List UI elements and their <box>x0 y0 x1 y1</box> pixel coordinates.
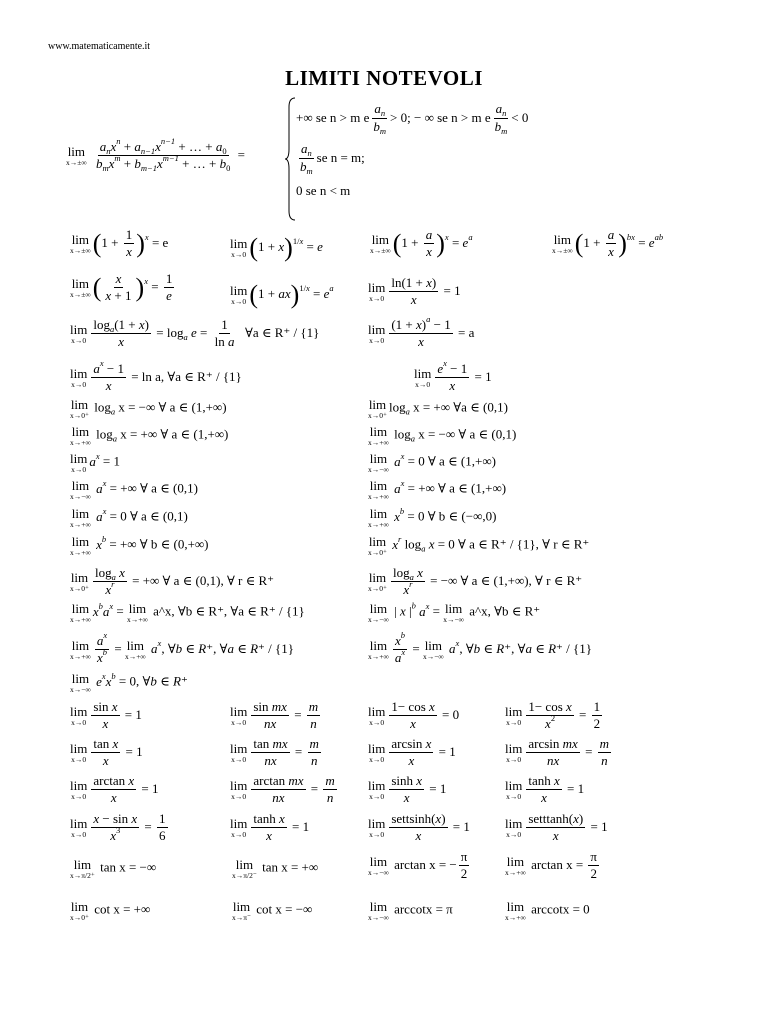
formula-arccot-pinf: lim x→+∞ arccotx = 0 <box>505 899 590 922</box>
site-url: www.matematicamente.it <box>48 41 151 52</box>
formula-e-limit-4: lim x→±∞ (1 + $\frac{a}{x}$ )$^{bx} = e^{ab}$ <box>552 227 664 260</box>
formula-xb-ax-pinf: lim x→+∞ $x^ba^x$ = lim x→+∞ a^x, ∀b ∈ R⁺, ∀a ∈ R⁺ / {1} <box>70 600 305 624</box>
formula-tan-mx-over-nx: lim x→0 $\frac{\text{tan mx}}{nx}$ = $\frac{m}{n}$ <box>230 736 319 769</box>
formula-arctan-over-x: lim x→0 $\frac{\text{arctan x}}{x}$ = 1 <box>70 773 159 806</box>
formula-e-limit-2: lim x→0 $(1 + x)^{1/x} = e$ <box>230 233 323 262</box>
formula-cot-pi-minus: lim x→π⁻ cot x = −∞ <box>232 899 313 922</box>
formula-sin-mx-over-nx: lim x→0 $\frac{\text{sin mx}}{nx}$ = $\frac{m}{n}$ <box>230 699 319 732</box>
formula-ex-xb-minf: lim x→−∞ $e^xx^b = 0$, ∀b ∈ R⁺ <box>70 670 188 694</box>
formula-sinx-over-x: lim x→0 $\frac{\text{sin x}}{x}$ = 1 <box>70 699 142 732</box>
formula-tanh-over-x-2: lim x→0 $\frac{\text{tanh x}}{x}$ = 1 <box>230 811 310 844</box>
formula-arcsin-over-x: lim x→0 $\frac{\text{arcsin x}}{x}$ = 1 <box>368 736 456 769</box>
page-title: LIMITI NOTEVOLI <box>285 66 483 90</box>
formula-e-limit-1: lim x→±∞ (1 + $\frac{1}{x}$ )$^x$ = e <box>70 227 169 260</box>
formula-ax-over-xb-pinf: lim x→+∞ $\frac{a^x}{x^b}$ = lim x→+∞ $a^x$, ∀b ∈ R⁺, ∀a ∈ R⁺ / {1} <box>70 630 294 666</box>
formula-e-pow-x-minus-1: lim x→0 $\frac{e^x - 1}{x}$ = 1 <box>414 358 492 394</box>
formula-log-over-x-pow-r-0plus: lim x→0⁺ $\frac{\log_a x}{x^r}$ = +∞ ∀ a ∈ (0,1), ∀ r ∈ R⁺ <box>70 565 275 598</box>
formula-x-pow-r-log: lim x→0⁺ $x^r$ $\log_a x = 0$ ∀ a ∈ R⁺ / {1}, ∀ r ∈ R⁺ <box>368 533 590 557</box>
limit-cases-system: +∞ se n > m e $\frac{a_n}{b_m}$ > 0; − ∞ se n > m e $\frac{a_n}{b_m}$ < 0 $\frac{a_n}{b_m}$ se n = m; 0 se n < m <box>296 101 529 198</box>
formula-log-over-x-pow-r-0plus-2: lim x→0⁺ $\frac{\log_a x}{x^r}$ = −∞ ∀ a ∈ (1,+∞), ∀ r ∈ R⁺ <box>368 565 583 598</box>
formula-arctan-minf: lim x→−∞ arctan x = − $\frac{\pi}{2}$ <box>368 849 468 882</box>
formula-a-pow-x-pinf-a-gt-1: lim x→+∞ $a^x$ = +∞ ∀ a ∈ (1,+∞) <box>368 477 507 501</box>
formula-log-a-1-plus-x: lim x→0 $\frac{\log_a(1 + x)}{x}$ = $\log_a e$ = $\frac{1}{\text{ln a}}$ ∀a ∈ R⁺ / {1} <box>70 317 320 350</box>
formula-log-0plus-a-lt-1: lim x→0⁺ $\log_a x$ = +∞ ∀a ∈ (0,1) <box>368 397 508 420</box>
formula-sinh-over-x: lim x→0 $\frac{\text{sinh x}}{x}$ = 1 <box>368 773 447 806</box>
formula-arcsin-mx-over-nx: lim x→0 $\frac{\text{arcsin mx}}{nx}$ = $\frac{m}{n}$ <box>505 736 610 769</box>
formula-x-pow-b-b-neg: lim x→+∞ $x^b = 0$ ∀ b ∈ (−∞,0) <box>368 505 497 529</box>
formula-x-over-x1: lim x→±∞ ( $\frac{x}{x + 1}$ )$^x$ = $\frac{1}{e}$ <box>70 271 173 304</box>
formula-tan-pi2-plus: lim x→π/2⁻ tan x = +∞ <box>232 857 319 880</box>
formula-arccot-minf: lim x→−∞ arccotx = π <box>368 899 453 922</box>
formula-abs-x-pow-b-ax-minf: lim x→−∞ | x $|^b$ $a^x$ = lim x→−∞ a^x, ∀b ∈ R⁺ <box>368 600 541 624</box>
formula-tan-pi2-minus: lim x→π/2⁺ tan x = −∞ <box>70 857 157 880</box>
formula-setttanh-over-x: lim x→0 $\frac{\text{setttanh(x)}}{x}$ = 1 <box>505 811 608 844</box>
formula-cot-0plus: lim x→0⁺ cot x = +∞ <box>70 899 151 922</box>
formula-tanx-over-x: lim x→0 $\frac{\text{tan x}}{x}$ = 1 <box>70 736 143 769</box>
formula-log-0plus-a-gt-1: lim x→0⁺ $\log_a x$ = −∞ ∀ a ∈ (1,+∞) <box>70 397 227 420</box>
formula-log-pinf-a-lt-1: lim x→+∞ $\log_a x$ = −∞ ∀ a ∈ (0,1) <box>368 424 517 447</box>
formula-xb-over-ax-pinf: lim x→+∞ $\frac{x^b}{a^x}$ = lim x→−∞ $a^x$, ∀b ∈ R⁺, ∀a ∈ R⁺ / {1} <box>368 630 592 666</box>
formula-a-pow-x-minf-a-gt-1: lim x→−∞ $a^x = 0$ ∀ a ∈ (1,+∞) <box>368 450 496 474</box>
formula-settsinh-over-x: lim x→0 $\frac{\text{settsinh(x)}}{x}$ = 1 <box>368 811 470 844</box>
formula-ln-1-plus-x: lim x→0 $\frac{\ln(1 + x)}{x}$ = 1 <box>368 275 461 308</box>
formula-1-plus-ax: lim x→0 $(1 + ax)^{1/x} = e^a$ <box>230 280 334 309</box>
formula-arctan-pinf: lim x→+∞ arctan x = $\frac{\pi}{2}$ <box>505 849 597 882</box>
formula-1-minus-cos-over-x2: lim x→0 $\frac{\text{1− cos x}}{x^2}$ = $\frac{1}{2}$ <box>505 699 601 732</box>
formula-1-plus-x-pow-a: lim x→0 $\frac{(1 + x)^a - 1}{x}$ = a <box>368 314 475 350</box>
formula-a-pow-x-pinf-a-lt-1: lim x→+∞ $a^x = 0$ ∀ a ∈ (0,1) <box>70 505 188 529</box>
brace-icon <box>284 97 296 221</box>
formula-arctan-mx-over-nx: lim x→0 $\frac{\text{arctan mx}}{nx}$ = $\frac{m}{n}$ <box>230 773 335 806</box>
formula-a-pow-x-minf-a-lt-1: lim x→−∞ $a^x$ = +∞ ∀ a ∈ (0,1) <box>70 477 198 501</box>
formula-a-pow-x-minus-1: lim x→0 $\frac{a^x - 1}{x}$ = ln a, ∀a ∈ R⁺ / {1} <box>70 358 242 394</box>
formula-polynomial-ratio: lim x→±∞ $\frac{a_nx^n + a_{n-1}x^{n-1} + \dots + a_0}{b_mx^m + b_{m-1}x^{m-1} + \dots + b_0}$ = <box>66 136 245 174</box>
formula-log-pinf-a-gt-1: lim x→+∞ $\log_a x$ = +∞ ∀ a ∈ (1,+∞) <box>70 424 229 447</box>
formula-x-pow-b-b-pos: lim x→+∞ $x^b$ = +∞ ∀ b ∈ (0,+∞) <box>70 533 209 557</box>
formula-1-minus-cos-over-x: lim x→0 $\frac{\text{1− cos x}}{x}$ = 0 <box>368 699 460 732</box>
formula-a-pow-x-at-0: lim x→0 $a^x = 1$ <box>70 450 120 474</box>
formula-x-minus-sin-over-x3: lim x→0 $\frac{\text{x − sin x}}{x^3}$ = $\frac{1}{6}$ <box>70 811 166 844</box>
formula-tanh-over-x: lim x→0 $\frac{\text{tanh x}}{x}$ = 1 <box>505 773 585 806</box>
formula-e-limit-3: lim x→±∞ (1 + $\frac{a}{x}$ )$^x = e^a$ <box>370 227 473 260</box>
